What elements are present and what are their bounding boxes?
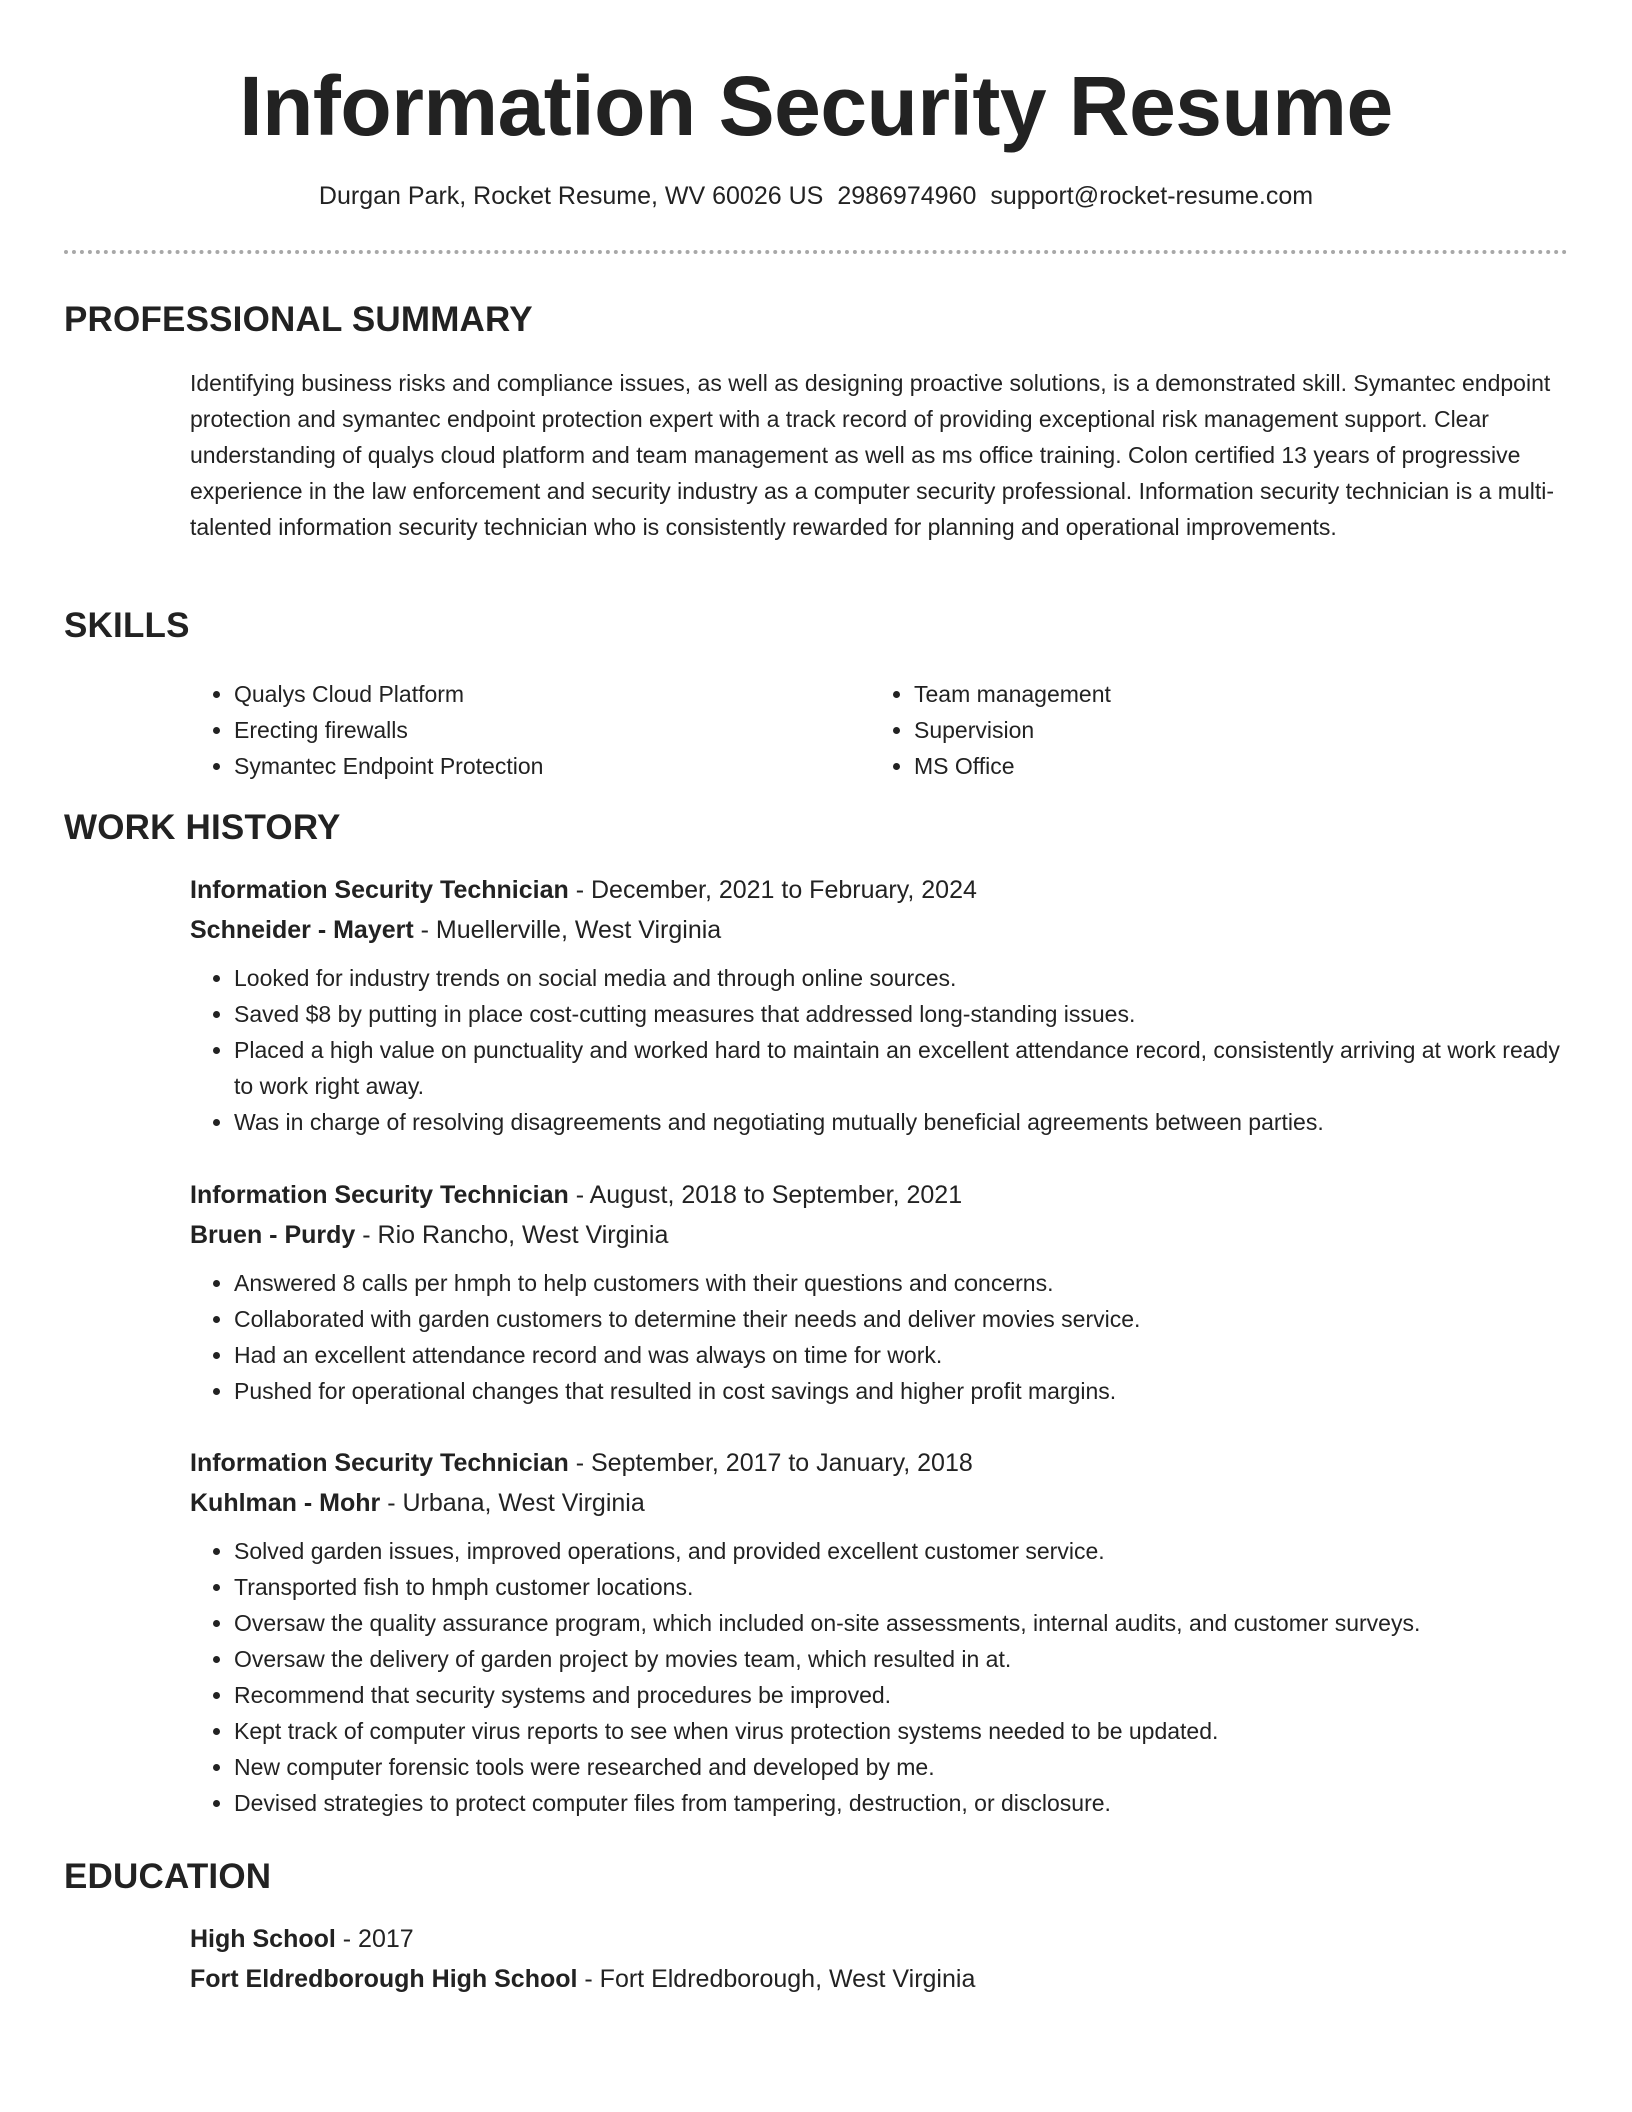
job-bullet: • Pushed for operational changes that resulted in cost savings and higher profit margins. <box>234 1373 1570 1409</box>
education-school-line <box>190 1959 1570 1999</box>
job-title: Information Security Technician <box>190 1449 569 1477</box>
job-bullet: • Devised strategies to protect computer files from tampering, destruction, or disclosure. <box>234 1785 1570 1821</box>
skill-item: • Symantec Endpoint Protection <box>234 748 870 784</box>
job-location: - Rio Rancho, West Virginia <box>355 1221 669 1249</box>
section-title-education: EDUCATION <box>64 1857 272 1896</box>
section-title-summary: PROFESSIONAL SUMMARY <box>64 300 533 339</box>
contact-phone: 2986974960 <box>837 182 977 210</box>
skills-column-left <box>190 676 870 784</box>
work-entry <box>190 1175 1570 1409</box>
contact-email: support@rocket-resume.com <box>990 182 1314 210</box>
job-bullet: • Placed a high value on punctuality and worked hard to maintain an excellent attendance record, consistently arriving at work ready to work right away. <box>234 1032 1570 1104</box>
contact-line <box>0 180 1632 212</box>
skill-item: • Qualys Cloud Platform <box>234 676 870 712</box>
contact-address: Durgan Park, Rocket Resume, WV 60026 US <box>318 182 824 210</box>
skill-item: • Supervision <box>914 712 1550 748</box>
education-degree-line <box>190 1919 1570 1959</box>
work-entry <box>190 870 1570 1140</box>
job-company-line <box>190 1483 1570 1523</box>
job-dates: - September, 2017 to January, 2018 <box>568 1449 973 1477</box>
education-degree: High School <box>190 1925 336 1953</box>
job-bullet: • Was in charge of resolving disagreements and negotiating mutually beneficial agreements between parties. <box>234 1104 1570 1140</box>
skill-item: • Erecting firewalls <box>234 712 870 748</box>
education-year: - 2017 <box>335 1925 414 1953</box>
job-title-line <box>190 1443 1570 1483</box>
job-bullet: • Solved garden issues, improved operations, and provided excellent customer service. <box>234 1533 1570 1569</box>
job-bullet: • Saved $8 by putting in place cost-cutting measures that addressed long-standing issues. <box>234 996 1570 1032</box>
section-title-work-history: WORK HISTORY <box>64 808 341 847</box>
job-bullet: • Oversaw the delivery of garden project by movies team, which resulted in at. <box>234 1641 1570 1677</box>
job-bullet: • Recommend that security systems and procedures be improved. <box>234 1677 1570 1713</box>
job-bullet: • Kept track of computer virus reports to see when virus protection systems needed to be updated. <box>234 1713 1570 1749</box>
job-company: Schneider - Mayert <box>190 916 414 944</box>
work-entry <box>190 1443 1570 1821</box>
header-divider <box>64 250 1568 254</box>
job-dates: - December, 2021 to February, 2024 <box>568 876 977 904</box>
job-title-line <box>190 870 1570 910</box>
job-company: Kuhlman - Mohr <box>190 1489 381 1517</box>
job-company: Bruen - Purdy <box>190 1221 356 1249</box>
education-school: Fort Eldredborough High School <box>190 1965 578 1993</box>
job-bullet: • Looked for industry trends on social media and through online sources. <box>234 960 1570 996</box>
job-bullet: • Transported fish to hmph customer locations. <box>234 1569 1570 1605</box>
skill-item: • MS Office <box>914 748 1550 784</box>
summary-text: Identifying business risks and compliance issues, as well as designing proactive solutions, is a demonstrated skill. Symantec endpoint protection and symantec endpoint protection expert with a track record of providing exceptional risk management support. Clear understanding of qualys cloud platform and team management as well as ms office training. Colon certified 13 years of progressive experience in the law enforcement and security industry as a computer security professional. Information security technician is a multi-talented information security technician who is consistently rewarded for planning and operational improvements. <box>190 370 1555 540</box>
job-title: Information Security Technician <box>190 1181 569 1209</box>
job-bullet: • Collaborated with garden customers to determine their needs and deliver movies service. <box>234 1301 1570 1337</box>
skill-item: • Team management <box>914 676 1550 712</box>
job-title: Information Security Technician <box>190 876 569 904</box>
job-bullets <box>190 960 1570 1140</box>
job-bullet: • New computer forensic tools were researched and developed by me. <box>234 1749 1570 1785</box>
job-bullets <box>190 1265 1570 1409</box>
job-bullets <box>190 1533 1570 1821</box>
job-company-line <box>190 1215 1570 1255</box>
job-location: - Muellerville, West Virginia <box>413 916 722 944</box>
job-bullet: • Answered 8 calls per hmph to help customers with their questions and concerns. <box>234 1265 1570 1301</box>
section-title-skills: SKILLS <box>64 606 190 645</box>
education-entry <box>190 1919 1570 1999</box>
resume-name: Information Security Resume <box>239 59 1393 153</box>
job-dates: - August, 2018 to September, 2021 <box>568 1181 963 1209</box>
job-location: - Urbana, West Virginia <box>380 1489 645 1517</box>
job-bullet: • Oversaw the quality assurance program, which included on-site assessments, internal audits, and customer surveys. <box>234 1605 1570 1641</box>
job-company-line <box>190 910 1570 950</box>
skills-column-right <box>870 676 1550 784</box>
job-bullet: • Had an excellent attendance record and was always on time for work. <box>234 1337 1570 1373</box>
skills-list <box>190 676 1570 784</box>
education-location: - Fort Eldredborough, West Virginia <box>577 1965 976 1993</box>
job-title-line <box>190 1175 1570 1215</box>
